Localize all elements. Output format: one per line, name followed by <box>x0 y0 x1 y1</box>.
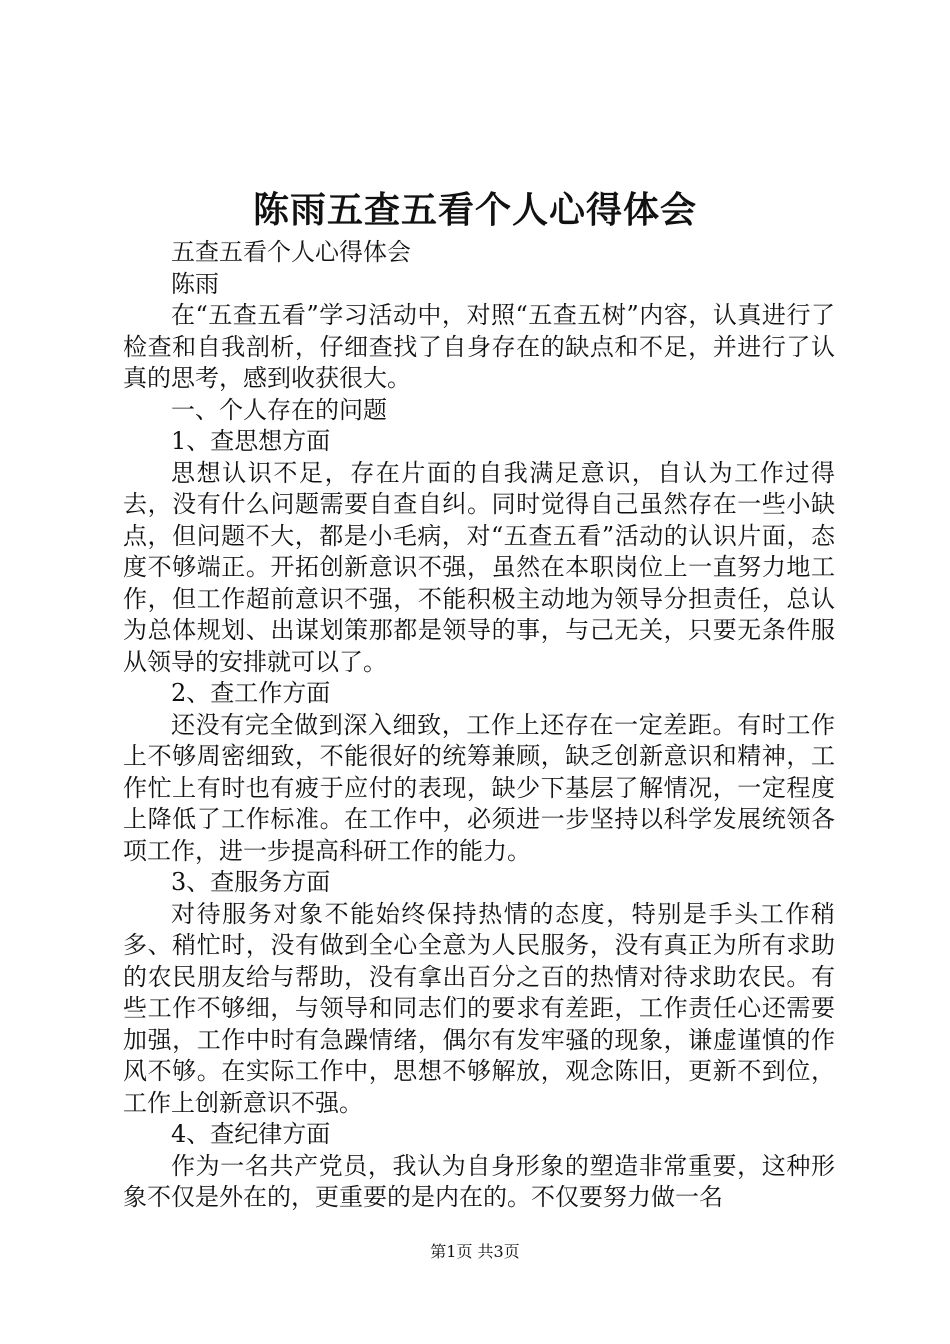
paragraph-work: 还没有完全做到深入细致，工作上还存在一定差距。有时工作上不够周密细致，不能很好的统筹兼顾，缺乏创新意识和精神，工作忙上有时也有疲于应付的表现，缺少下基层了解情况，一定程度上降低了工作标准。在工作中，必须进一步坚持以科学发展统领各项工作，进一步提高科研工作的能力。 <box>123 710 835 865</box>
paragraph-subtitle: 五查五看个人心得体会 <box>171 238 411 266</box>
document-title: 陈雨五查五看个人心得体会 <box>252 189 697 231</box>
subheading-thought: 1、查思想方面 <box>171 427 331 455</box>
paragraph-service: 对待服务对象不能始终保持热情的态度，特别是手头工作稍多、稍忙时，没有做到全心全意为人民服务，没有真正为所有求助的农民朋友给与帮助，没有拿出百分之百的热情对待求助农民。有些工作不够细，与领导和同志们的要求有差距，工作责任心还需要加强，工作中时有急躁情绪，偶尔有发牢骚的现象，谦虚谨慎的作风不够。在实际工作中，思想不够解放，观念陈旧，更新不到位，工作上创新意识不强。 <box>123 899 835 1117</box>
document-body <box>123 237 835 1214</box>
subheading-work: 2、查工作方面 <box>171 679 331 707</box>
paragraph-thought: 思想认识不足，存在片面的自我满足意识，自认为工作过得去，没有什么问题需要自查自纠。同时觉得自己虽然存在一些小缺点，但问题不大，都是小毛病，对“五查五看”活动的认识片面，态度不够端正。开拓创新意识不强，虽然在本职岗位上一直努力地工作，但工作超前意识不强，不能积极主动地为领导分担责任，总认为总体规划、出谋划策那都是领导的事，与己无关，只要无条件服从领导的安排就可以了。 <box>123 458 835 676</box>
paragraph-author: 陈雨 <box>171 269 219 298</box>
subheading-discipline: 4、查纪律方面 <box>171 1120 331 1148</box>
section-heading-problems: 一、个人存在的问题 <box>171 395 387 424</box>
paragraph-intro: 在“五查五看”学习活动中，对照“五查五树”内容，认真进行了检查和自我剖析，仔细查找了自身存在的缺点和不足，并进行了认真的思考，感到收获很大。 <box>123 301 835 392</box>
page-footer: 第1页 共3页 <box>430 1242 520 1261</box>
subheading-service: 3、查服务方面 <box>171 868 331 896</box>
paragraph-discipline: 作为一名共产党员，我认为自身形象的塑造非常重要，这种形象不仅是外在的，更重要的是内在的。不仅要努力做一名 <box>123 1151 835 1211</box>
